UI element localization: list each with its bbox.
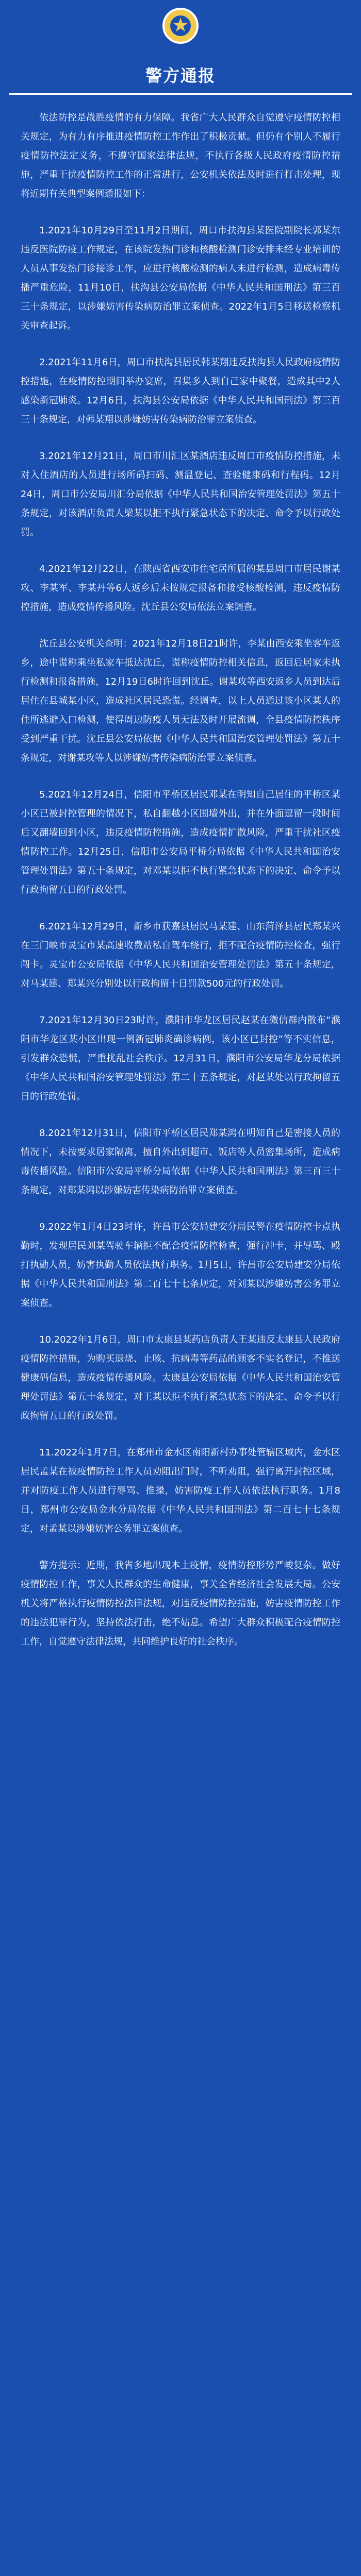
intro-paragraph: 依法防控是战胜疫情的有力保障。我省广大人民群众自觉遵守疫情防控相关规定，为有力有序推进疫情防控工作作出了积极贡献。但仍有个别人不履行疫情防控法定义务，不遵守国家法律法规，不执行各级人民政府疫情防控措施，严重干扰疫情防控工作的正常进行，公安机关依法及时进行打击处理，现将近期有关典型案例通报如下： — [21, 112, 340, 199]
case-paragraph-10: 10.2022年1月6日，周口市太康县某药店负责人王某违反太康县人民政府疫情防控措施，为购买退烧、止咳、抗病毒等药品的顾客不实名登记，不推送健康码信息，造成疫情传播风险。太康县公安局依据《中华人民共和国治安管理处罚法》第五十条规定，对王某以拒不执行紧急状态下的决定、命令予以行政拘留五日的行政处罚。 — [21, 1334, 340, 1421]
case-paragraph-11: 11.2022年1月7日，在郑州市金水区南阳新村办事处管辖区域内，金水区居民孟某在被疫情防控工作人员劝阻出门时，不听劝阻，强行离开封控区域，并对防疫工作人员进行辱骂、推搡，妨害防疫工作人员依法执行职务。1月8日，郑州市公安局金水分局依据《中华人民共和国刑法》第二百七十七条规定，对孟某以涉嫌妨害公务罪立案侦查。 — [21, 1447, 340, 1534]
page-title: 警方通报 — [145, 66, 216, 86]
case-paragraph-8: 8.2021年12月31日，信阳市平桥区居民郑某鸿在明知自己是密接人员的情况下，未按要求居家隔离，擅自外出到超市、饭店等人员密集场所，造成病毒传播风险。信阳市公安局平桥分局依据《中华人民共和国刑法》第三百三十条规定，对郑某鸿以涉嫌妨害传染病防治罪立案侦查。 — [21, 1128, 340, 1196]
case-paragraph-9: 9.2022年1月4日23时许，许昌市公安局建安分局民警在疫情防控卡点执勤时，发现居民刘某驾驶车辆拒不配合疫情防控检查，强行冲卡，并辱骂、殴打执勤人员，妨害执勤人员依法执行职务。1月5日，许昌市公安局建安分局依据《中华人民共和国刑法》第二百七十七条规定，对刘某以涉嫌妨害公务罪立案侦查。 — [21, 1222, 340, 1309]
notice-body — [21, 108, 340, 1651]
case-paragraph-2: 2.2021年11月6日，周口市扶沟县居民韩某翔违反扶沟县人民政府疫情防控措施，在疫情防控期间举办宴席，召集多人到自己家中聚餐，造成其中2人感染新冠肺炎。12月6日，扶沟县公安局依据《中华人民共和国刑法》第三百三十条规定，对韩某翔以涉嫌妨害传染病防治罪立案侦查。 — [21, 357, 340, 425]
police-emblem-graphic — [168, 13, 193, 38]
case-paragraph-3: 3.2021年12月21日，周口市川汇区某酒店违反周口市疫情防控措施，未对入住酒店的人员进行场所码扫码、测温登记、查验健康码和行程码。12月24日，周口市公安局川汇分局依据《中华人民共和国治安管理处罚法》第五十条规定，对该酒店负责人梁某以拒不执行紧急状态下的决定、命令予以行政处罚。 — [21, 451, 340, 538]
title-divider — [9, 93, 352, 95]
case-paragraph-5: 5.2021年12月24日，信阳市平桥区居民邓某在明知自己居住的平桥区某小区已被封控管理的情况下，私自翻越小区围墙外出，并在外面逗留一段时间后又翻墙回到小区，违反疫情防控措施，造成疫情扩散风险，严重干扰社区疫情防控工作。12月25日，信阳市公安局平桥分局依据《中华人民共和国治安管理处罚法》第五十条规定，对邓某以拒不执行紧急状态下的决定、命令予以行政拘留五日的行政处罚。 — [21, 789, 340, 895]
case-paragraph-1: 1.2021年10月29日至11月2日期间，周口市扶沟县某医院副院长郭某东违反医院防疫工作规定，在该院发热门诊和核酸检测门诊安排未经专业培训的人员从事发热门诊接诊工作，应进行核酸检测的病人未进行检测，造成病毒传播严重危险，11月10日，扶沟县公安局依据《中华人民共和国刑法》第三百三十条规定，以涉嫌妨害传染病防治罪立案侦查。2022年1月5日移送检察机关审查起诉。 — [21, 225, 340, 331]
case-paragraph-4: 4.2021年12月22日，在陕西省西安市住宅居所属的某县周口市居民谢某攻、李某军、李某丹等6人返乡后未按规定报备和接受核酸检测，违反疫情防控措施，造成疫情传播风险。沈丘县公安局依法立案调查。 — [21, 564, 340, 613]
case-paragraph-7: 7.2021年12月30日23时许，濮阳市华龙区居民赵某在微信群内散布“濮阳市华龙区某小区出现一例新冠肺炎确诊病例，该小区已封控”等不实信息，引发群众恐慌，严重扰乱社会秩序。12月31日，濮阳市公安局华龙分局依据《中华人民共和国治安管理处罚法》第二十五条规定，对赵某处以行政拘留五日的行政处罚。 — [21, 1015, 340, 1102]
header — [0, 0, 361, 52]
police-emblem-icon — [162, 8, 199, 44]
police-reminder-paragraph: 警方提示：近期，我省多地出现本土疫情，疫情防控形势严峻复杂。做好疫情防控工作，事关人民群众的生命健康，事关全省经济社会发展大局。公安机关将严格执行疫情防控法律法规，对违反疫情防控措施，妨害疫情防控工作的违法犯罪行为，坚持依法打击，绝不姑息。希望广大群众积极配合疫情防控工作，自觉遵守法律法规，共同维护良好的社会秩序。 — [21, 1560, 340, 1647]
case-paragraph-6: 6.2021年12月29日，新乡市获嘉县居民马某建、山东菏泽县居民郑某兴在三门峡市灵宝市某高速收费站私自驾车绕行，拒不配合疫情防控检查，强行闯卡。灵宝市公安局依据《中华人民共和国治安管理处罚法》第五十条规定，对马某建、郑某兴分别处以行政拘留十日罚款500元的行政处罚。 — [21, 921, 340, 989]
case-paragraph-4-detail: 沈丘县公安机关查明：2021年12月18日21时许，李某由西安乘坐客车返乡，途中谎称乘坐私家车抵达沈丘，谎称疫情防控相关信息，返回后居家未执行检测和报备措施，12月19日6时许回到沈丘。谢某攻等西安返乡人员到达后居住在县城某小区，造成社区居民恐慌。经调查，以上人员通过该小区某人的住所逃避入口检测，使得周边防疫人员无法及时开展流调，全县疫情防控秩序受到严重干扰。沈丘县公安局依据《中华人民共和国治安管理处罚法》第五十条规定，对谢某攻等人以涉嫌妨害传染病防治罪立案侦查。 — [21, 638, 340, 764]
